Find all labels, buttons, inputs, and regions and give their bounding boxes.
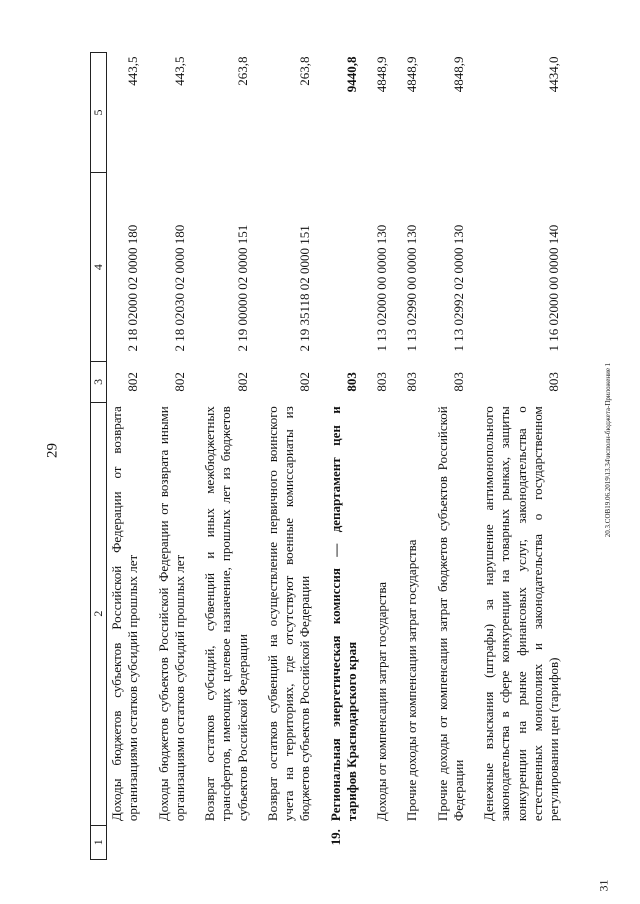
row-admin-code: 802 xyxy=(171,372,187,392)
table-row xyxy=(318,53,365,860)
row-admin-code: 803 xyxy=(450,372,466,392)
row-admin-code: 803 xyxy=(374,372,389,392)
row-number xyxy=(471,825,566,859)
row-budget-code: 1 13 02000 00 0000 130 xyxy=(374,224,389,352)
table-row xyxy=(107,53,146,860)
row-name: Возврат остатков субвенций на осуществление первичного воинского учета на территориях, где отсутствуют военные комиссариаты из бюджетов субъектов Российской Федерации xyxy=(264,406,313,822)
row-amount: 263,8 xyxy=(297,56,313,86)
row-number: 19. xyxy=(327,829,343,846)
row-admin-code: 802 xyxy=(234,372,250,392)
row-name: Прочие доходы от компенсации затрат бюджетов субъектов Российской Федерации xyxy=(434,406,466,822)
row-name: Денежные взыскания (штрафы) за нарушение антимонопольного законодательства в сфере конкуренции на товарных рынках, защиты конкуренции на рынке финансовых услуг, законодательства о естественных монополиях и законодательства о государственном регулировании цен (тарифов) xyxy=(481,406,561,822)
row-name: Доходы бюджетов субъектов Российской Федерации от возврата организациями остатков субсидий прошлых лет xyxy=(109,406,141,822)
row-amount: 443,5 xyxy=(171,56,187,86)
table-row xyxy=(364,53,394,860)
table-row xyxy=(471,53,566,860)
header-col-5: 5 xyxy=(91,53,107,173)
document-footer-code: 20.3.СОВ19.06.2019\13.34\исполн-бюджета-Приложение 1 xyxy=(604,362,612,538)
header-col-1: 1 xyxy=(91,825,107,859)
table-row xyxy=(255,53,318,860)
row-number xyxy=(107,825,146,859)
row-name: Прочие доходы от компенсации затрат государства xyxy=(404,539,420,822)
row-name: Возврат остатков субсидий, субвенций и иных межбюджетных трансфертов, имеющих целевое назначение, прошлых лет из бюджетов субъектов Российской Федерации xyxy=(202,406,250,822)
row-admin-code: 803 xyxy=(343,372,359,392)
table-row xyxy=(425,53,472,860)
row-admin-code: 802 xyxy=(297,372,313,392)
row-name: Региональная энергетическая комиссия — департамент цен и тарифов Краснодарского края xyxy=(327,406,359,822)
row-budget-code: 1 13 02992 02 0000 130 xyxy=(450,224,466,352)
row-admin-code: 803 xyxy=(546,372,561,392)
row-admin-code: 803 xyxy=(404,372,420,392)
row-number xyxy=(255,825,318,859)
header-col-3: 3 xyxy=(91,362,107,403)
page-number: 29 xyxy=(44,443,61,458)
footer-page-number: 31 xyxy=(596,879,611,892)
table-row xyxy=(394,53,424,860)
row-number xyxy=(146,825,193,859)
row-amount: 443,5 xyxy=(125,56,141,86)
row-budget-code xyxy=(318,173,365,362)
row-amount: 4848,9 xyxy=(404,56,420,93)
table-header-row xyxy=(91,53,107,860)
row-budget-code: 2 18 02030 02 0000 180 xyxy=(171,224,187,352)
row-number xyxy=(425,825,472,859)
row-name: Доходы бюджетов субъектов Российской Федерации от возврата иными организациями остатков субсидий прошлых лет xyxy=(155,406,187,822)
table-row xyxy=(146,53,193,860)
row-name: Доходы от компенсации затрат государства xyxy=(374,581,389,822)
row-budget-code: 2 19 35118 02 0000 151 xyxy=(297,225,313,352)
row-budget-code: 1 16 02000 00 0000 140 xyxy=(546,224,561,352)
row-budget-code: 2 18 02000 02 0000 180 xyxy=(125,224,141,352)
row-amount: 4848,9 xyxy=(450,56,466,93)
row-amount: 4848,9 xyxy=(374,56,389,93)
row-admin-code: 802 xyxy=(125,372,141,392)
revenue-table xyxy=(90,52,566,860)
row-budget-code: 2 19 00000 02 0000 151 xyxy=(234,224,250,352)
row-number xyxy=(394,825,424,859)
row-amount: 9440,8 xyxy=(343,56,359,93)
row-amount: 4434,0 xyxy=(546,56,561,93)
rotated-table-container xyxy=(90,52,600,860)
row-budget-code: 1 13 02990 00 0000 130 xyxy=(404,224,420,352)
row-amount: 263,8 xyxy=(234,56,250,86)
header-col-4: 4 xyxy=(91,173,107,362)
row-number xyxy=(192,825,255,859)
row-number xyxy=(364,825,394,859)
table-row xyxy=(192,53,255,860)
header-col-2: 2 xyxy=(91,402,107,825)
